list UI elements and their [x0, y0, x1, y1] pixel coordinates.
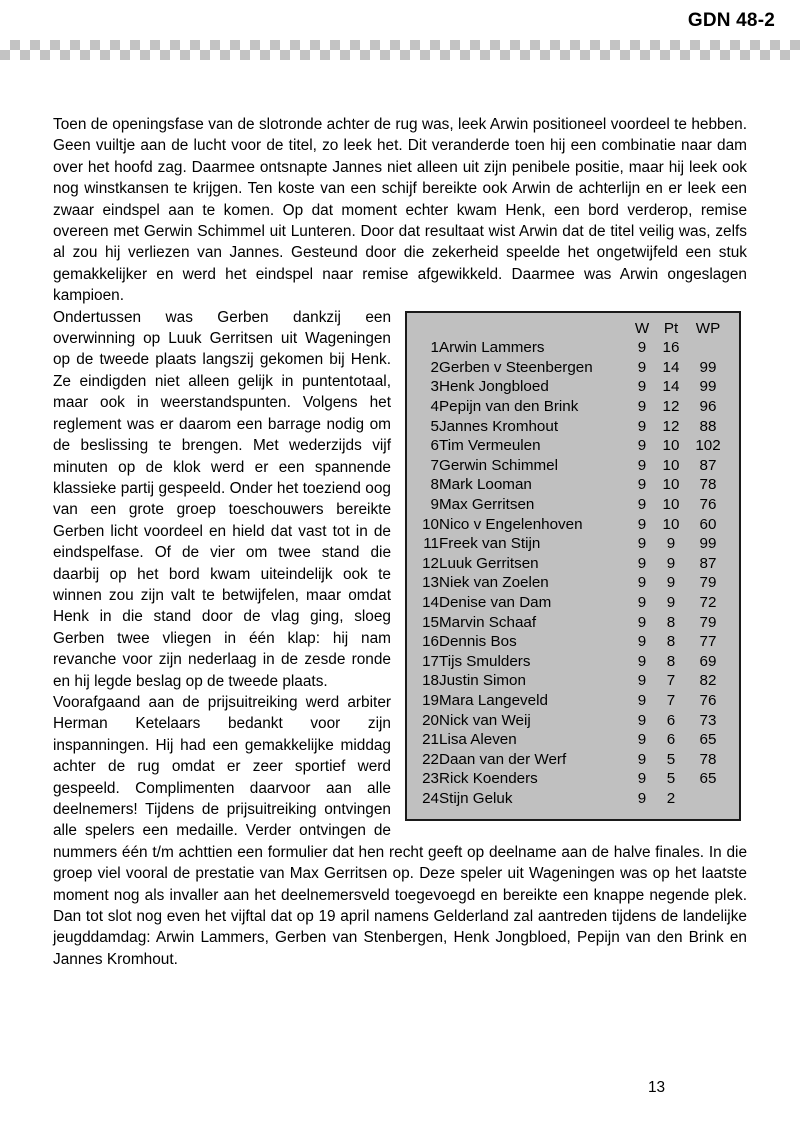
cell-player-name: Henk Jongbloed: [439, 378, 549, 396]
cell-resistance-points: 78: [699, 476, 717, 494]
standings-float: [405, 311, 747, 821]
column-header-wp: WP: [695, 319, 721, 337]
cell-games: 9: [637, 339, 647, 357]
cell-resistance-points: 79: [699, 613, 717, 631]
cell-rank: 3: [430, 378, 439, 396]
table-row: [415, 711, 729, 731]
cell-games: 9: [637, 417, 647, 435]
table-row: [415, 417, 729, 437]
cell-player-name: Stijn Geluk: [439, 789, 513, 807]
cell-games: 9: [637, 691, 647, 709]
column-header-pt: Pt: [663, 319, 679, 337]
cell-games: 9: [637, 613, 647, 631]
cell-player-name: Freek van Stijn: [439, 535, 541, 553]
cell-resistance-points: 65: [699, 731, 717, 749]
cell-resistance-points: 73: [699, 711, 717, 729]
cell-points: 9: [666, 535, 676, 553]
table-row: [415, 397, 729, 417]
cell-resistance-points: 69: [699, 652, 717, 670]
table-row: [415, 671, 729, 691]
cell-points: 10: [662, 496, 680, 513]
table-row: [415, 456, 729, 476]
cell-games: 9: [637, 711, 647, 729]
cell-rank: 21: [422, 731, 439, 749]
cell-games: 9: [637, 437, 647, 455]
table-row: [415, 338, 729, 358]
cell-points: 5: [666, 770, 676, 788]
cell-games: 9: [637, 398, 647, 416]
cell-games: 9: [637, 515, 647, 533]
cell-resistance-points: 82: [699, 672, 717, 690]
cell-points: 14: [662, 358, 680, 376]
cell-games: 9: [637, 358, 647, 376]
checkered-divider: [0, 40, 800, 60]
table-row: [415, 377, 729, 397]
cell-player-name: Rick Koenders: [439, 770, 538, 788]
cell-rank: 17: [422, 652, 439, 670]
table-wrap-zone: [53, 307, 747, 971]
standings-body: [415, 338, 729, 808]
table-row: [415, 554, 729, 574]
table-row: [415, 613, 729, 633]
table-row: [415, 495, 729, 515]
cell-rank: 16: [422, 633, 439, 651]
cell-points: 7: [666, 691, 676, 709]
column-header-player: [415, 319, 629, 339]
cell-points: 12: [662, 398, 680, 416]
table-row: [415, 515, 729, 535]
cell-games: 9: [637, 633, 647, 651]
table-row: [415, 789, 729, 809]
cell-points: 8: [666, 633, 676, 651]
cell-points: 16: [662, 339, 680, 357]
cell-resistance-points: [687, 789, 729, 809]
cell-points: 9: [666, 554, 676, 572]
cell-games: 9: [637, 496, 647, 513]
cell-rank: 7: [430, 456, 439, 474]
cell-player-name: Max Gerritsen: [439, 496, 535, 513]
cell-rank: 10: [422, 515, 439, 533]
cell-rank: 23: [422, 770, 439, 788]
cell-points: 2: [666, 789, 676, 807]
cell-player-name: Denise van Dam: [439, 593, 552, 611]
cell-games: 9: [637, 789, 647, 807]
cell-rank: 12: [422, 554, 439, 572]
cell-games: 9: [637, 378, 647, 396]
cell-rank: 8: [430, 476, 439, 494]
cell-player-name: Jannes Kromhout: [439, 417, 559, 435]
table-row: [415, 750, 729, 770]
cell-player-name: Nico v Engelenhoven: [439, 515, 583, 533]
cell-resistance-points: 99: [699, 535, 717, 553]
table-row: [415, 358, 729, 378]
table-row: [415, 691, 729, 711]
cell-player-name: Luuk Gerritsen: [439, 554, 539, 572]
cell-points: 5: [666, 750, 676, 768]
cell-rank: 13: [422, 574, 439, 592]
cell-games: 9: [637, 652, 647, 670]
cell-rank: 11: [423, 535, 439, 553]
cell-player-name: Niek van Zoelen: [439, 574, 549, 592]
cell-resistance-points: 65: [699, 770, 717, 788]
cell-points: 7: [666, 672, 676, 690]
cell-player-name: Justin Simon: [439, 672, 526, 690]
cell-resistance-points: 88: [699, 417, 717, 435]
cell-resistance-points: 60: [699, 515, 717, 533]
standings-table-panel: [405, 311, 741, 821]
cell-points: 9: [666, 574, 676, 592]
cell-games: 9: [637, 554, 647, 572]
table-row: [415, 475, 729, 495]
cell-rank: 2: [430, 358, 439, 376]
cell-rank: 9: [430, 496, 439, 513]
cell-resistance-points: 96: [699, 398, 717, 416]
cell-points: 10: [662, 476, 680, 494]
cell-resistance-points: 77: [699, 633, 717, 651]
article-body: [53, 114, 747, 970]
paragraph-barrage: Ondertussen was Gerben dankzij een overwinning op Luuk Gerritsen uit Wageningen op de tweede plaats langszij gekomen bij Henk. Ze eindigden niet alleen gelijk in puntentotaal, maar ook in weerstandspunten. Volgens het reglement was er daarom een barrage nodig om de beslissing te brengen. Met wederzijds vijf minuten op de klok werd er een spannende klassieke partij gespeeld. Onder het toeziend oog van een grote groep toeschouwers bereikte Gerben licht voordeel en hield dat vast tot in de eindspelfase. Of de vier om twee stand die daarbij op het bord kwam uiteindelijk ook te winnen zou zijn valt te betwijfelen, maar omdat Henk in die stand door de vlag ging, sloeg Gerben twee vliegen in één klap: hij nam revanche voor zijn nederlaag in de zesde ronde en hij legde beslag op de tweede plaats.: [53, 308, 391, 690]
cell-resistance-points: 76: [699, 691, 717, 709]
cell-player-name: Mark Looman: [439, 476, 532, 494]
paragraph-prizegiving: Voorafgaand aan de prijsuitreiking werd arbiter Herman Ketelaars bedankt voor zijn inspanningen. Hij had een gemakkelijke middag achter de rug omdat er zeer sportief werd gespeeld. Complimenten daarvoor aan alle deelnemers! Tijdens de prijsuitreiking ontvingen alle spelers een medaille. Verder ontvingen de nummers één t/m achttien een formulier dat hen recht geeft op deelname aan de halve finales. In die groep viel vooral de prestatie van Max Gerritsen op. Deze speler uit Wageningen was op het laatste moment nog als invaller aan het deelnemersveld toegevoegd en bereikte een knappe negende plek. Dan tot slot nog even het vijftal dat op 19 april namens Gelderland zal aantreden tijdens de landelijke jeugddamdag: Arwin Lammers, Gerben van Stenbergen, Henk Jongbloed, Pepijn van den Brink en Jannes Kromhout.: [53, 693, 747, 968]
cell-resistance-points: 79: [699, 574, 717, 592]
cell-games: 9: [637, 731, 647, 749]
cell-player-name: Nick van Weij: [439, 711, 531, 729]
cell-resistance-points: 99: [699, 358, 717, 376]
cell-player-name: Tim Vermeulen: [439, 437, 541, 455]
cell-player-name: Marvin Schaaf: [439, 613, 537, 631]
table-row: [415, 534, 729, 554]
page-header: [0, 0, 800, 40]
cell-games: 9: [637, 574, 647, 592]
page-number: 13: [648, 1079, 666, 1096]
cell-points: 10: [662, 456, 680, 474]
cell-resistance-points: 99: [699, 378, 717, 396]
cell-points: 8: [666, 652, 676, 670]
cell-games: 9: [637, 672, 647, 690]
cell-rank: 1: [430, 339, 439, 357]
table-row: [415, 730, 729, 750]
cell-games: 9: [637, 476, 647, 494]
cell-games: 9: [637, 456, 647, 474]
cell-rank: 18: [422, 672, 439, 690]
cell-games: 9: [637, 535, 647, 553]
cell-rank: 24: [422, 789, 439, 807]
cell-points: 12: [662, 417, 680, 435]
cell-points: 9: [666, 593, 676, 611]
cell-resistance-points: 76: [699, 496, 717, 513]
cell-rank: 20: [422, 711, 439, 729]
cell-rank: 14: [422, 593, 439, 611]
cell-games: 9: [637, 593, 647, 611]
table-row: [415, 769, 729, 789]
cell-rank: 15: [422, 613, 439, 631]
cell-player-name: Arwin Lammers: [439, 339, 545, 357]
cell-rank: 5: [430, 417, 439, 435]
table-row: [415, 593, 729, 613]
table-row: [415, 652, 729, 672]
table-header-row: [415, 319, 729, 339]
cell-player-name: Gerben v Steenbergen: [439, 358, 593, 376]
cell-points: 14: [662, 378, 680, 396]
cell-player-name: Mara Langeveld: [439, 691, 548, 709]
cell-points: 8: [666, 613, 676, 631]
cell-resistance-points: [687, 338, 729, 358]
cell-player-name: Tijs Smulders: [439, 652, 531, 670]
column-header-w: W: [634, 319, 650, 337]
paragraph-intro: Toen de openingsfase van de slotronde achter de rug was, leek Arwin positioneel voordeel te hebben. Geen vuiltje aan de lucht voor de titel, zo leek het. Dit veranderde toen hij een combinatie naar dam over het hoofd zag. Daarmee ontsnapte Jannes niet alleen uit zijn penibele positie, maar hij leek ook nog winstkansen te krijgen. Ten koste van een schijf bereikte ook Arwin de achterlijn en er leek een zwaar eindspel aan te komen. Op dat moment echter kwam Henk, een bord verderop, remise overeen met Gerwin Schimmel uit Lunteren. Door dat resultaat wist Arwin dat de titel veilig was, zelfs al zou hij verliezen van Jannes. Gesteund door die zekerheid speelde het ongetwijfeld een stuk gemakkelijker en werd het eindspel naar remise afgewikkeld. Daarmee was Arwin ongeslagen kampioen.: [53, 116, 747, 305]
publication-title: GDN 48-2: [687, 10, 775, 31]
cell-points: 10: [662, 437, 680, 455]
cell-player-name: Lisa Aleven: [439, 731, 517, 749]
table-row: [415, 573, 729, 593]
cell-rank: 19: [422, 691, 439, 709]
cell-resistance-points: 72: [699, 593, 717, 611]
table-row: [415, 436, 729, 456]
cell-resistance-points: 102: [695, 437, 721, 455]
table-row: [415, 632, 729, 652]
cell-points: 6: [666, 731, 676, 749]
cell-rank: 4: [430, 398, 439, 416]
cell-resistance-points: 78: [699, 750, 717, 768]
cell-games: 9: [637, 750, 647, 768]
cell-resistance-points: 87: [699, 456, 717, 474]
cell-player-name: Gerwin Schimmel: [439, 456, 558, 474]
cell-points: 6: [666, 711, 676, 729]
cell-resistance-points: 87: [699, 554, 717, 572]
cell-rank: 6: [430, 437, 439, 455]
cell-player-name: Pepijn van den Brink: [439, 398, 579, 416]
standings-table: [415, 319, 729, 809]
cell-games: 9: [637, 770, 647, 788]
cell-player-name: Dennis Bos: [439, 633, 517, 651]
cell-rank: 22: [422, 750, 439, 768]
cell-player-name: Daan van der Werf: [439, 750, 567, 768]
cell-points: 10: [662, 515, 680, 533]
